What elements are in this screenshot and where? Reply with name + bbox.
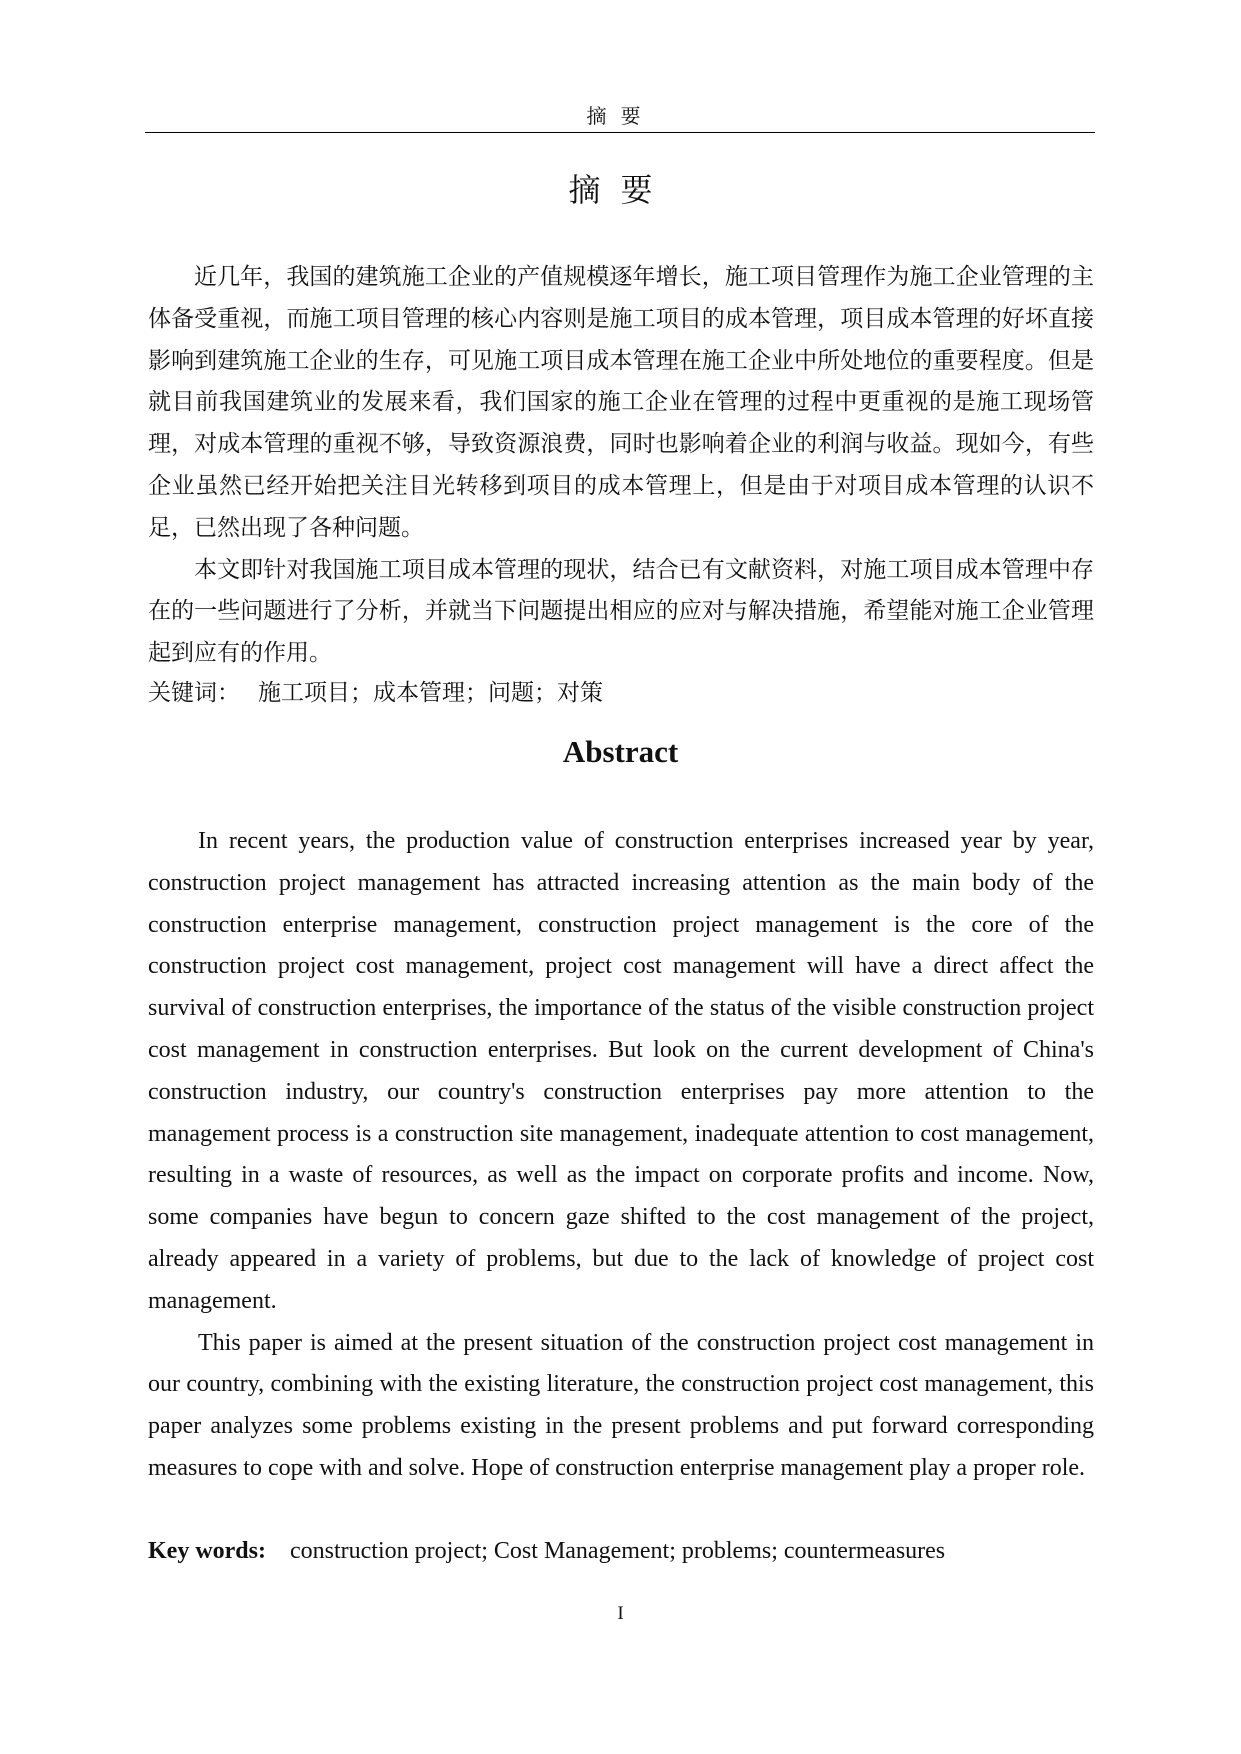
- chinese-abstract-title: 摘要: [568, 171, 673, 209]
- english-keywords-label: Key words:: [148, 1538, 266, 1564]
- english-abstract-paragraph-2: This paper is aimed at the present situation of the construction project cost management in our country, combining with the existing literature, the construction project cost management, this paper analyzes some problems existing in the present problems and put forward corresponding measures to cope with and solve. Hope of construction enterprise management play a proper role.: [148, 1329, 1094, 1481]
- english-keywords: [148, 1530, 1094, 1572]
- header-divider: [145, 132, 1095, 133]
- english-abstract-title: Abstract: [562, 734, 679, 769]
- chinese-keywords-label: 关键词：: [148, 680, 240, 706]
- english-abstract-paragraph-1: In recent years, the production value of construction enterprises increased year by year, construction project management has attracted increasing attention as the main body of the construction enterprise management, construction project management is the core of the construction project cost management, project cost management will have a direct affect the survival of construction enterprises, the importance of the status of the visible construction project cost management in construction enterprises. But look on the current development of China's construction industry, our country's construction enterprises pay more attention to the management process is a construction site management, inadequate attention to cost management, resulting in a waste of resources, as well as the impact on corporate profits and income. Now, some companies have begun to concern gaze shifted to the cost management of the project, already appeared in a variety of problems, but due to the lack of knowledge of project cost management.: [148, 828, 1094, 1314]
- english-abstract-body: [148, 821, 1094, 1490]
- chinese-abstract-body: [148, 257, 1094, 675]
- page-number: I: [617, 1603, 624, 1624]
- running-header: 摘要: [586, 104, 655, 128]
- chinese-keywords-value: 施工项目；成本管理；问题；对策: [258, 680, 603, 706]
- english-keywords-value: construction project; Cost Management; problems; countermeasures: [289, 1538, 946, 1564]
- chinese-abstract-paragraph-2: 本文即针对我国施工项目成本管理的现状，结合已有文献资料，对施工项目成本管理中存在的一些问题进行了分析，并就当下问题提出相应的应对与解决措施，希望能对施工企业管理起到应有的作用。: [148, 556, 1094, 667]
- chinese-keywords: [148, 672, 1094, 714]
- chinese-abstract-paragraph-1: 近几年，我国的建筑施工企业的产值规模逐年增长，施工项目管理作为施工企业管理的主体备受重视，而施工项目管理的核心内容则是施工项目的成本管理，项目成本管理的好坏直接影响到建筑施工企业的生存，可见施工项目成本管理在施工企业中所处地位的重要程度。但是就目前我国建筑业的发展来看，我们国家的施工企业在管理的过程中更重视的是施工现场管理，对成本管理的重视不够，导致资源浪费，同时也影响着企业的利润与收益。现如今，有些企业虽然已经开始把关注目光转移到项目的成本管理上，但是由于对项目成本管理的认识不足，已然出现了各种问题。: [148, 264, 1094, 541]
